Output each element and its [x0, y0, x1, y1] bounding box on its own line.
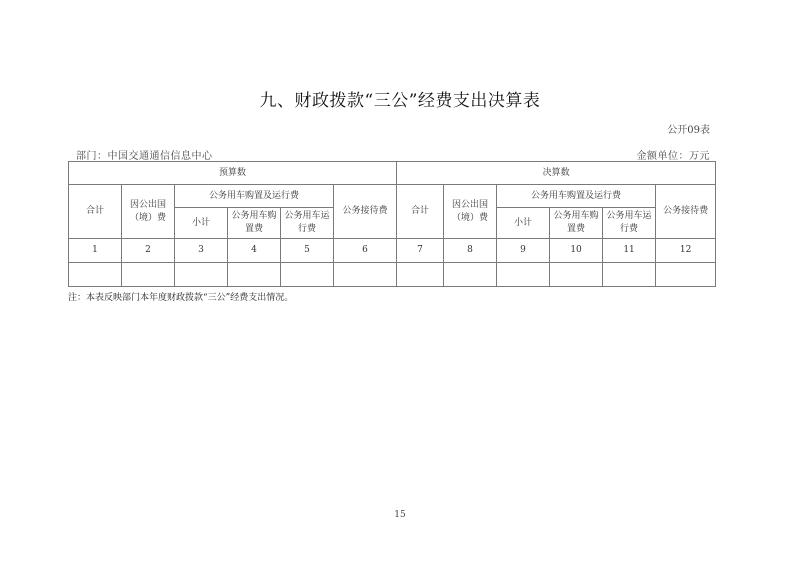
department-label: 部门：中国交通通信信息中心: [76, 151, 213, 162]
value-cell: [444, 263, 497, 287]
column-number: 3: [175, 239, 228, 263]
value-cell: [397, 263, 444, 287]
column-number: 11: [603, 239, 656, 263]
final-abroad-header: 因公出国（境）费: [444, 185, 497, 239]
value-cell: [281, 263, 334, 287]
value-cell: [122, 263, 175, 287]
value-cell: [334, 263, 397, 287]
value-cell: [550, 263, 603, 287]
page-number: 15: [394, 510, 406, 520]
column-number: 5: [281, 239, 334, 263]
column-number: 4: [228, 239, 281, 263]
final-header: 决算数: [397, 162, 716, 185]
value-cell: [656, 263, 716, 287]
final-total-header: 合计: [397, 185, 444, 239]
final-vehicle-group-header: 公务用车购置及运行费: [497, 185, 656, 208]
column-number: 2: [122, 239, 175, 263]
budget-abroad-header: 因公出国（境）费: [122, 185, 175, 239]
form-number: 公开09表: [667, 125, 710, 136]
column-number: 8: [444, 239, 497, 263]
budget-total-header: 合计: [69, 185, 122, 239]
table-footnote: 注：本表反映部门本年度财政拨款“三公”经费支出情况。: [68, 293, 294, 303]
budget-header: 预算数: [69, 162, 397, 185]
budget-vehicle-purchase-header: 公务用车购置费: [228, 208, 281, 239]
header-row-top: [69, 162, 716, 185]
value-cell: [603, 263, 656, 287]
budget-reception-header: 公务接待费: [334, 185, 397, 239]
final-subtotal-header: 小计: [497, 208, 550, 239]
budget-subtotal-header: 小计: [175, 208, 228, 239]
column-number: 10: [550, 239, 603, 263]
budget-vehicle-operation-header: 公务用车运行费: [281, 208, 334, 239]
column-number: 1: [69, 239, 122, 263]
value-cell: [69, 263, 122, 287]
final-vehicle-purchase-header: 公务用车购置费: [550, 208, 603, 239]
final-vehicle-operation-header: 公务用车运行费: [603, 208, 656, 239]
amount-unit-label: 金额单位：万元: [636, 151, 710, 162]
value-cell: [228, 263, 281, 287]
header-row-middle: [69, 185, 716, 208]
value-row: [69, 263, 716, 287]
budget-vehicle-group-header: 公务用车购置及运行费: [175, 185, 334, 208]
column-number: 7: [397, 239, 444, 263]
value-cell: [175, 263, 228, 287]
three-public-expenses-table: [68, 161, 716, 287]
column-number: 12: [656, 239, 716, 263]
page-title: 九、财政拨款“三公”经费支出决算表: [259, 91, 541, 111]
column-number: 9: [497, 239, 550, 263]
final-reception-header: 公务接待费: [656, 185, 716, 239]
column-number-row: [69, 239, 716, 263]
column-number: 6: [334, 239, 397, 263]
value-cell: [497, 263, 550, 287]
